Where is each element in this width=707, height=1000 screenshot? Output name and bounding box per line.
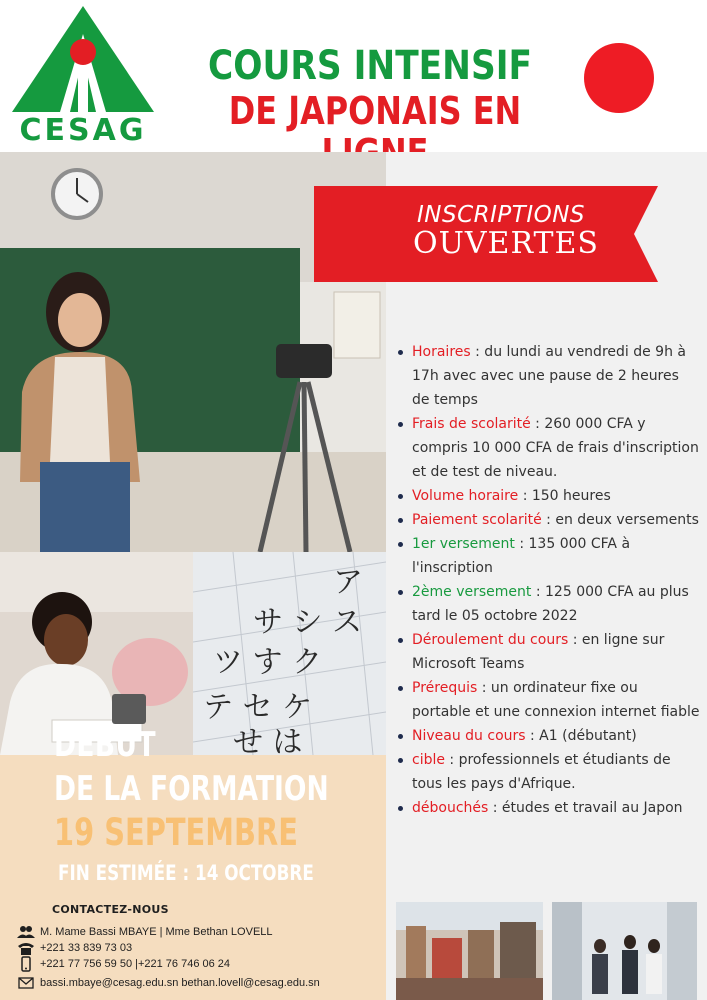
info-item <box>396 412 700 484</box>
bullet-dot-icon <box>398 638 403 643</box>
info-key: Prérequis <box>412 680 478 696</box>
info-value: : en ligne sur Microsoft Teams <box>412 632 665 672</box>
info-key: débouchés <box>412 800 489 816</box>
telephone-icon <box>16 940 36 956</box>
title-line-1: COURS INTENSIF <box>207 43 533 89</box>
kana-paper-photo <box>193 552 386 755</box>
kana-row-5: せ は <box>233 725 303 755</box>
info-value: : A1 (débutant) <box>525 728 637 744</box>
contact-people-row <box>16 924 386 940</box>
info-key: Niveau du cours <box>412 728 526 744</box>
info-key: 2ème versement <box>412 584 532 600</box>
bullet-dot-icon <box>398 518 403 523</box>
info-item <box>396 796 700 820</box>
bullet-dot-icon <box>398 686 403 691</box>
info-key: Déroulement du cours <box>412 632 569 648</box>
start-line-2: DE LA FORMATION <box>54 769 329 809</box>
kana-row-2: サ シ ス <box>253 605 363 640</box>
info-key: Volume horaire <box>412 488 519 504</box>
info-key: Paiement scolarité <box>412 512 542 528</box>
contact-heading: CONTACTEZ-NOUS <box>52 903 169 916</box>
business-people-photo <box>552 902 697 1000</box>
info-item <box>396 484 700 508</box>
info-item <box>396 580 700 628</box>
info-value: : un ordinateur fixe ou portable et une connexion internet fiable <box>412 680 700 720</box>
info-value: : 260 000 CFA y compris 10 000 CFA de frais d'inscription et de test de niveau. <box>412 416 699 480</box>
info-item <box>396 508 700 532</box>
bullet-dot-icon <box>398 806 403 811</box>
info-key: 1er versement <box>412 536 515 552</box>
contact-mobile[interactable]: +221 77 756 59 50 |+221 76 746 06 24 <box>40 958 231 970</box>
info-value: : 125 000 CFA au plus tard le 05 octobre 2022 <box>412 584 689 624</box>
info-item <box>396 748 700 796</box>
end-date: FIN ESTIMÉE : 14 OCTOBRE <box>58 861 314 885</box>
info-key: Frais de scolarité <box>412 416 531 432</box>
bullet-dot-icon <box>398 590 403 595</box>
contact-email-row <box>16 975 386 991</box>
contact-phone-row <box>16 940 386 956</box>
start-date: 19 SEPTEMBRE <box>54 811 298 854</box>
envelope-icon <box>16 975 36 991</box>
info-item <box>396 676 700 724</box>
banner-line-1: INSCRIPTIONS <box>416 202 586 228</box>
mobile-phone-icon <box>16 956 36 972</box>
kana-row-3: ツ す ク <box>213 645 323 680</box>
bullet-dot-icon <box>398 734 403 739</box>
info-item <box>396 532 700 580</box>
info-value: : 135 000 CFA à l'inscription <box>412 536 631 576</box>
kana-row-4: テ セ ケ <box>203 690 313 725</box>
bullet-dot-icon <box>398 758 403 763</box>
bullet-dot-icon <box>398 494 403 499</box>
info-key: cible <box>412 752 445 768</box>
info-item <box>396 628 700 676</box>
bullet-dot-icon <box>398 542 403 547</box>
info-value: : en deux versements <box>541 512 699 528</box>
contact-people: M. Mame Bassi MBAYE | Mme Bethan LOVELL <box>40 926 273 938</box>
bullet-dot-icon <box>398 350 403 355</box>
bullet-dot-icon <box>398 422 403 427</box>
kana-row-1: ア <box>333 565 363 600</box>
people-icon <box>16 924 36 940</box>
cesag-logo <box>8 4 158 146</box>
contact-phone[interactable]: +221 33 839 73 03 <box>40 942 133 954</box>
course-info-list <box>396 340 700 820</box>
info-value: : études et travail au Japon <box>488 800 683 816</box>
logo-text: CESAG <box>19 113 147 146</box>
info-item <box>396 340 700 412</box>
info-value: : professionnels et étudiants de tous les pays d'Afrique. <box>412 752 671 792</box>
start-line-1: DÉBUT <box>54 725 156 765</box>
title-line-2: DE JAPONAIS EN <box>228 89 522 133</box>
tokyo-street-photo <box>396 902 543 1000</box>
info-value: : du lundi au vendredi de 9h à 17h avec avec une pause de 2 heures de temps <box>412 344 686 408</box>
contact-mobile-row <box>16 956 386 972</box>
info-item <box>396 724 700 748</box>
banner-line-2: OUVERTES <box>413 226 599 261</box>
info-value: : 150 heures <box>518 488 611 504</box>
contact-emails[interactable]: bassi.mbaye@cesag.edu.sn bethan.lovell@cesag.edu.sn <box>40 977 320 989</box>
info-key: Horaires <box>412 344 471 360</box>
japan-flag-circle <box>584 43 654 113</box>
